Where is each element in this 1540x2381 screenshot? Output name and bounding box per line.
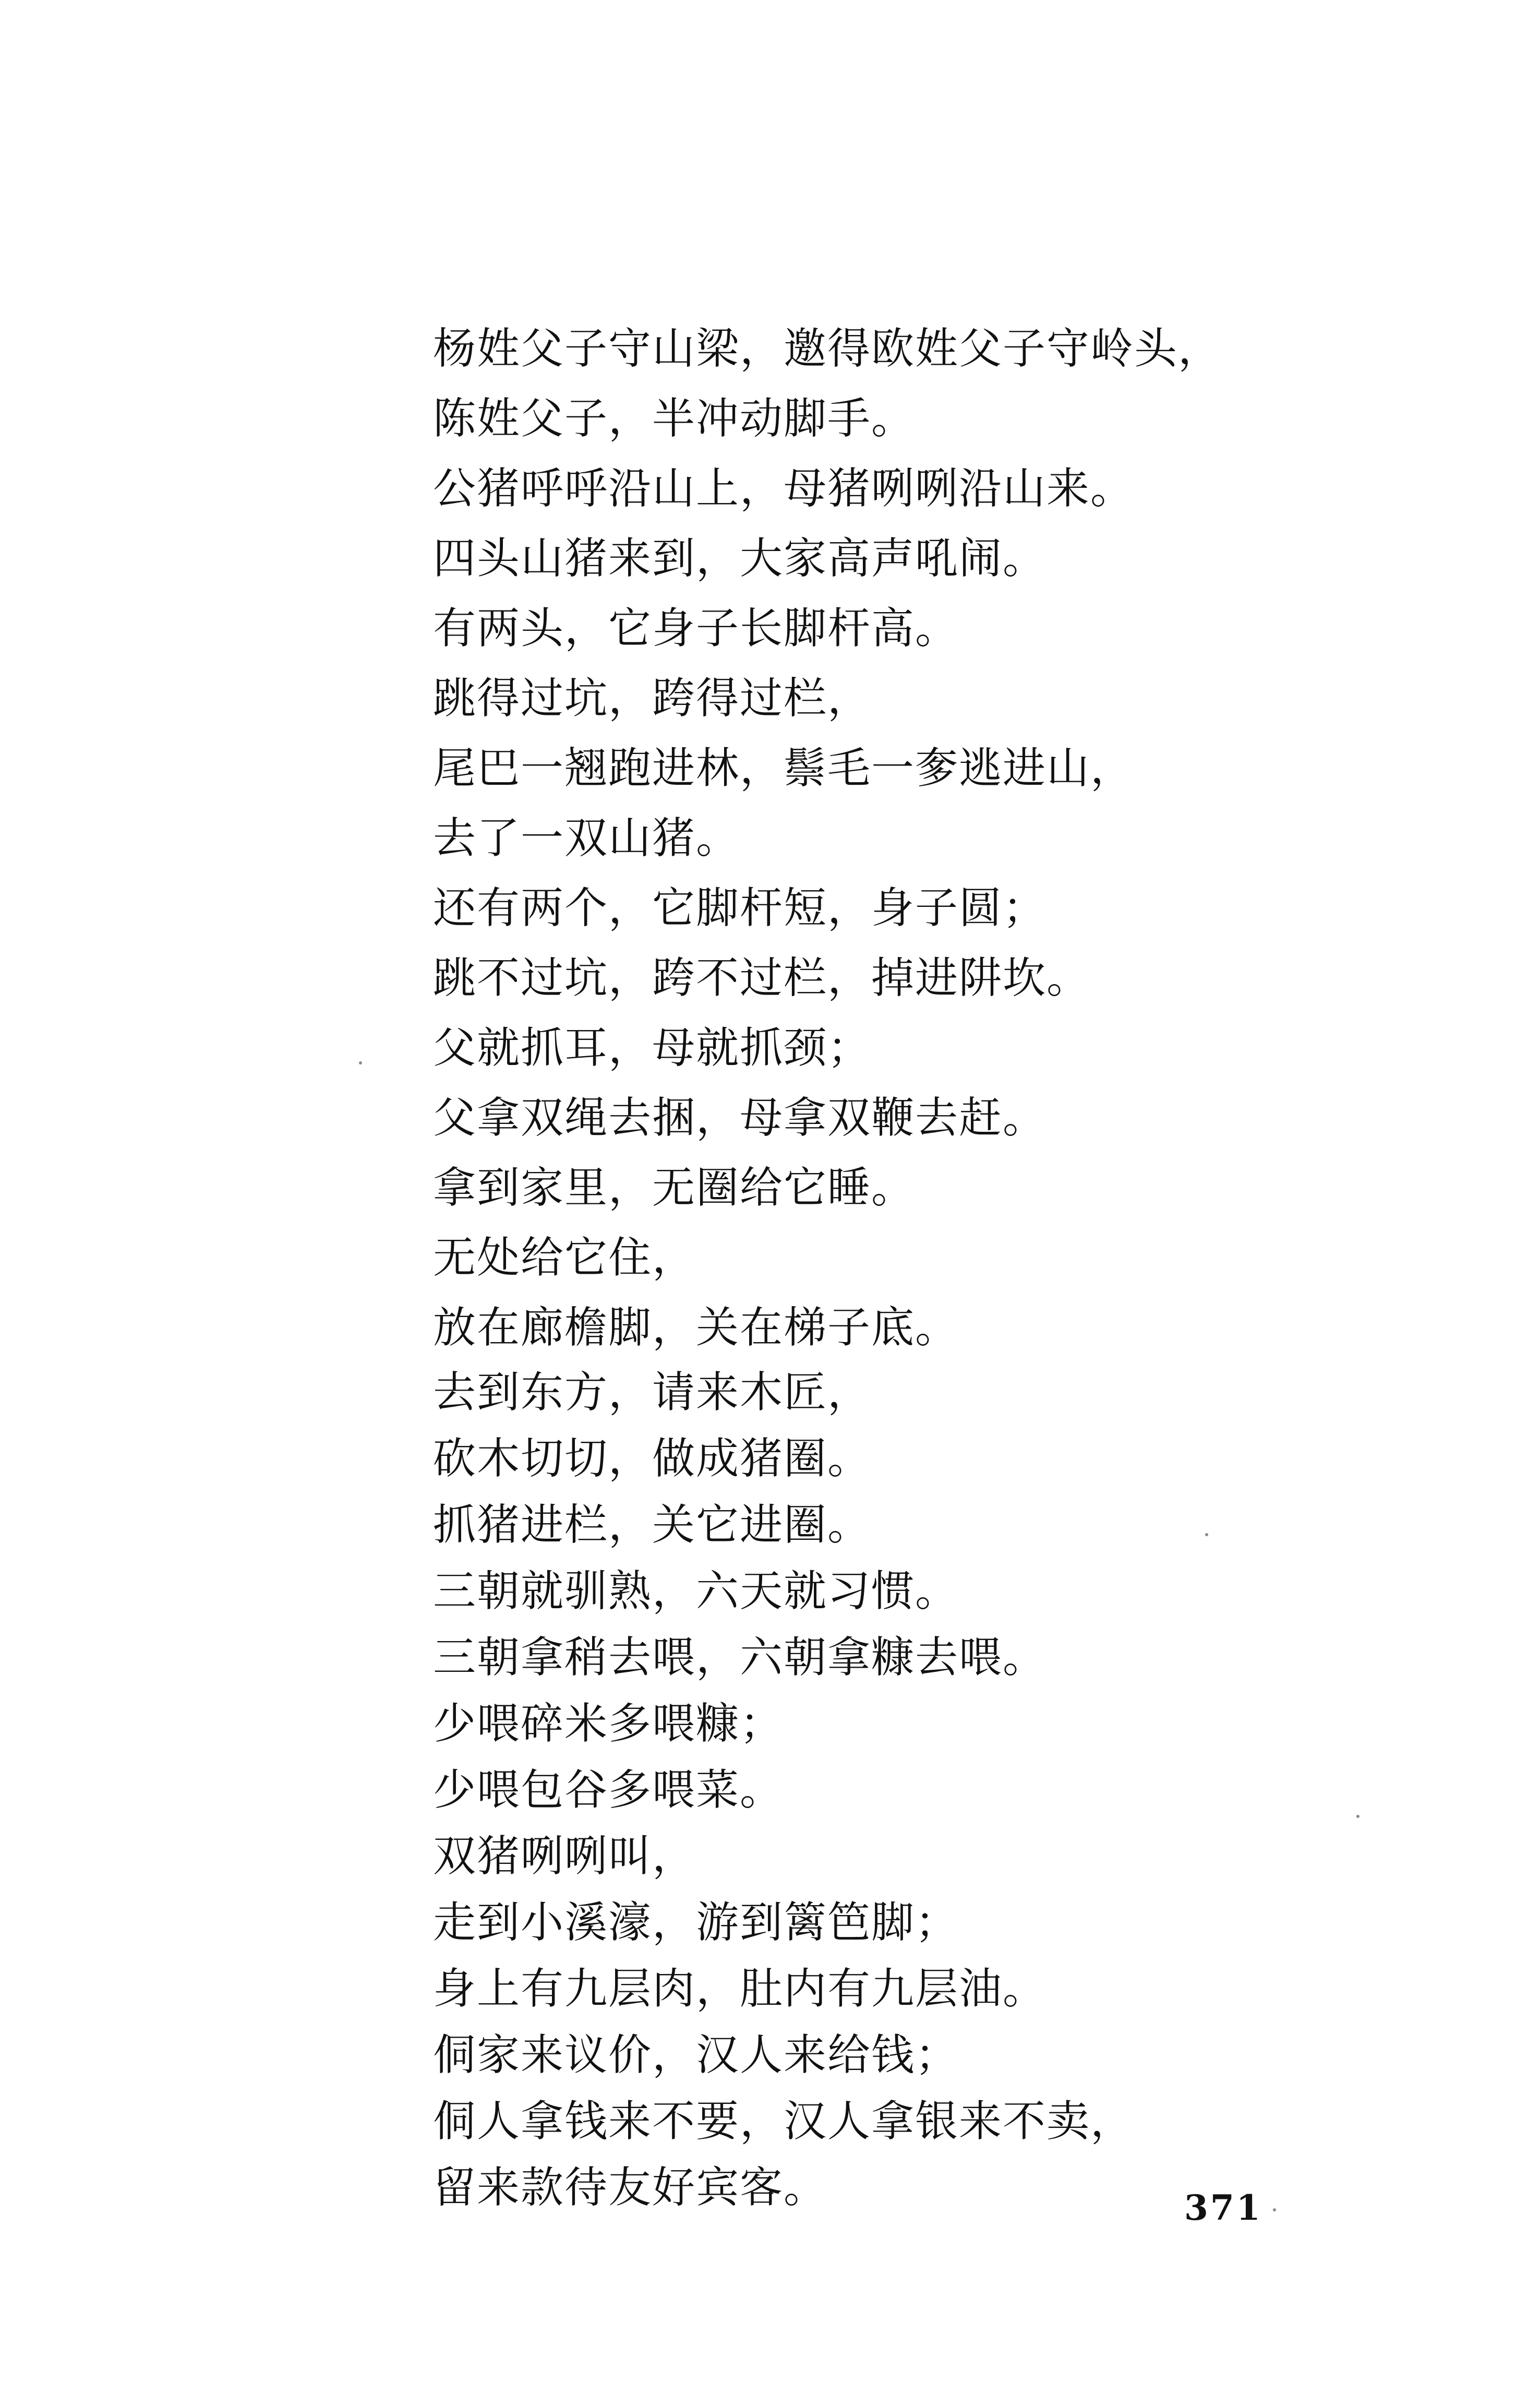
poem-line: 父拿双绳去捆，母拿双鞭去赶。 — [433, 1093, 1047, 1143]
poem-line: 双猪咧咧叫， — [433, 1832, 696, 1881]
poem-line: 少喂碎米多喂糠； — [433, 1699, 784, 1749]
poem-line: 身上有九层肉，肚内有九层油。 — [433, 1964, 1047, 2014]
poem-line: 去了一双山猪。 — [433, 813, 740, 863]
poem-stanza-1 — [433, 324, 1320, 1377]
scan-speck — [359, 1061, 362, 1064]
poem-line: 有两头，它身子长脚杆高。 — [433, 604, 959, 653]
poem-line: 父就抓耳，母就抓颈； — [433, 1023, 872, 1073]
poem-line: 尾巴一翘跑进林，鬃毛一奓逃进山， — [433, 744, 1135, 793]
scan-speck — [1273, 2208, 1276, 2211]
poem-line: 三朝拿稍去喂，六朝拿糠去喂。 — [433, 1633, 1047, 1682]
poem-line: 跳得过坑，跨得过栏， — [433, 674, 872, 723]
poem-line: 少喂包谷多喂菜。 — [433, 1765, 784, 1815]
poem-line: 侗家来议价，汉人来给钱； — [433, 2030, 959, 2080]
page-number: 371 — [1184, 2187, 1262, 2228]
poem-line: 抓猪进栏，关它进圈。 — [433, 1500, 872, 1550]
poem-line: 侗人拿钱来不要，汉人拿银来不卖， — [433, 2097, 1135, 2146]
poem-line: 走到小溪濠，游到篱笆脚； — [433, 1898, 959, 1947]
poem-line: 拿到家里，无圈给它睡。 — [433, 1163, 916, 1213]
poem-line: 杨姓父子守山梁，邀得欧姓父子守岭头， — [433, 324, 1222, 374]
poem-line: 去到东方，请来木匠， — [433, 1368, 872, 1417]
poem-line: 公猪呼呼沿山上，母猪咧咧沿山来。 — [433, 464, 1135, 513]
poem-line: 陈姓父子，半冲动脚手。 — [433, 394, 916, 444]
poem-line: 还有两个，它脚杆短，身子圆； — [433, 883, 1047, 933]
poem-line: 跳不过坑，跨不过栏，掉进阱坎。 — [433, 953, 1091, 1003]
poem-line: 四头山猪来到，大家高声吼闹。 — [433, 534, 1047, 583]
poem-stanza-2 — [433, 1368, 1320, 2233]
poem-line: 放在廊檐脚，关在梯子底。 — [433, 1303, 959, 1353]
poem-line: 三朝就驯熟，六天就习惯。 — [433, 1566, 959, 1616]
scan-speck — [1205, 1533, 1208, 1536]
poem-line: 无处给它住， — [433, 1233, 696, 1283]
poem-line: 砍木切切，做成猪圈。 — [433, 1434, 872, 1483]
scan-speck — [1356, 1815, 1359, 1818]
poem-line: 留来款待友好宾客。 — [433, 2163, 828, 2212]
